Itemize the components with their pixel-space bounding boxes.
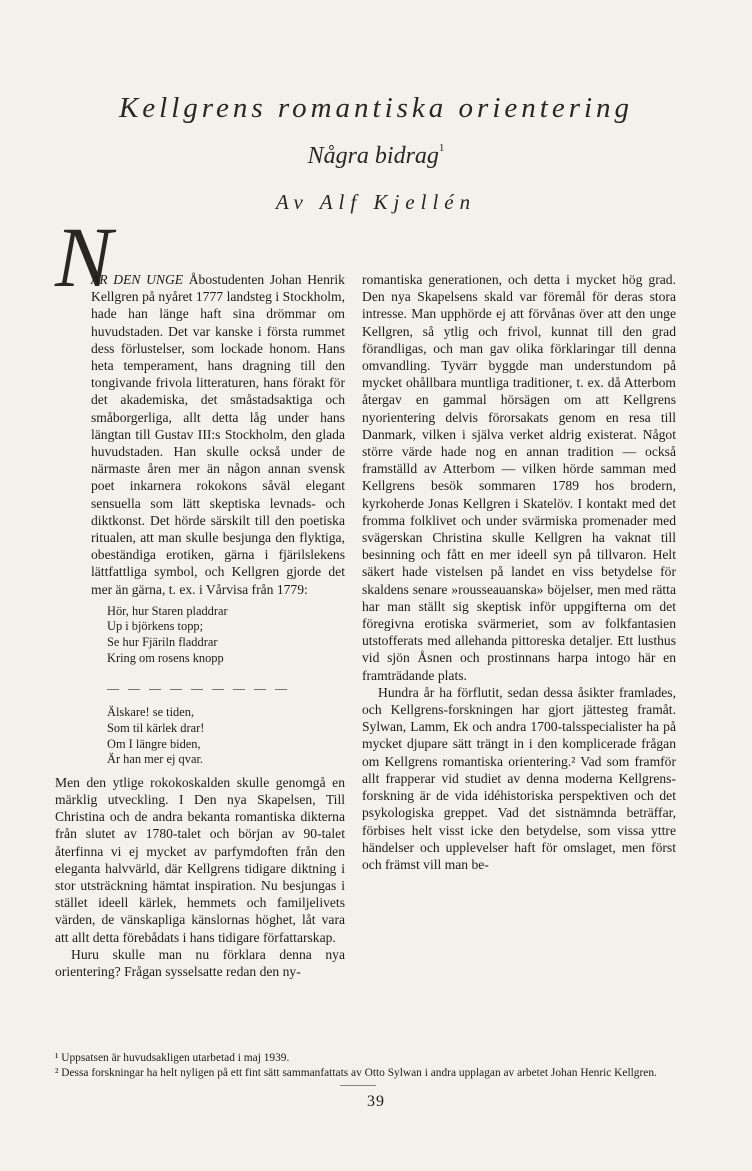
body-paragraph: Hundra år ha förflutit, sedan dessa åsikter framlades, och Kellgrens-forskningen har gjort jättesteg framåt. Sylwan, Lamm, Ek och andra 1700-talsspecialister ha på mycket djupare sätt trängt in i den komplicerade frågan om Kellgrens romantiska orientering.² Vad som framför allt frapperar vid studiet av denna moderna Kellgrens-forskning är de vida idéhistoriska perspektiven och det psykologiska greppet. Vad det sistnämnda beträffar, förbises helt visst icke den betydelse, som vissa yttre händelser och upplevelser haft för omslaget, men först och främst vill man be-: [362, 684, 676, 872]
poem-stanza-1: [107, 604, 345, 666]
poem-line: Om I längre biden,: [107, 736, 201, 751]
poem-line: Som til kärlek drar!: [107, 721, 205, 736]
page-number: 39: [367, 1093, 385, 1110]
subtitle-text: Några bidrag: [307, 143, 439, 169]
poem-ellipsis-dashes: — — — — — — — — —: [107, 681, 290, 696]
article-title: Kellgrens romantiska orientering: [118, 92, 634, 124]
intro-text: Åbostudenten Johan Henrik Kellgren på nyåret 1777 landsteg i Stockholm, hade han länge haft sina drömmar om huvudstaden. Det var kanske i första rummet dess förlustelser, som lockade honom. Hans heta temperament, hans dragning till den tongivande frivola litteraturen, hans förakt för det akademiska, det småstadsaktiga och småborgerliga, allt detta låg under hans längtan till Gustav III:s Stockholm, den glada huvudstaden. Han skulle också under de närmaste åren mer än någon annan svensk poet inkarnera rokokons såväl elegant sensuella som lätt skeptiska levnads- och diktkonst. Det hörde särskilt till den poetiska ritualen, att man skulle besjunga den flyktiga, obeständiga erotiken, gärna i fjärilslekens lättfattliga symbol, och Kellgren gjorde det mer än gärna, t. ex. i Vårvisa från 1779:: [91, 272, 345, 597]
footnote-1: ¹ Uppsatsen är huvudsakligen utarbetad i maj 1939.: [55, 1052, 290, 1064]
right-column: [362, 271, 676, 873]
page-number-rule: [340, 1085, 376, 1086]
intro-paragraph: [55, 271, 345, 598]
poem-line: Se hur Fjäriln fladdrar: [107, 635, 218, 650]
footnotes: [55, 1051, 677, 1082]
left-column: [55, 271, 345, 980]
body-paragraph: Huru skulle man nu förklara denna nya orientering? Frågan sysselsatte redan den ny-: [55, 946, 345, 980]
poem-line: Up i björkens topp;: [107, 619, 204, 634]
intro-caps: ÄR DEN UNGE: [91, 272, 184, 287]
body-paragraph: romantiska generationen, och detta i mycket hög grad. Den nya Skapelsens skald var föremål för deras stora intresse. Man upphörde ej att förvånas över att den unge Kellgren, så ytlig och frivol, kunnat till den grad förandligas, och man gav olika förklaringar till denna omvandling. Tyvärr byggde man understundom på mycket ohållbara muntliga traditioner, t. ex. då Atterbom återgav en gammal hörsägen om att Kellgrens nyorientering delvis förorsakats genom en resa till Danmark, vilken i själva verket aldrig existerat. Något större värde hade nog en annan tradition — också framställd av Atterbom — vilken hörde samman med Kellgrens besök sommaren 1789 hos brodern, kyrkoherde Jonas Kellgren i Skatelöv. I kontakt med det fromma folklivet och under svärmiska promenader med svägerskan Christina skulle Kellgren ha vaknat till besinning och fått en mer ideell syn på tillvaron. Helt säkert hade vistelsen på landet en viss betydelse för skaldens senare »rousseauanska» böjelser, men med rätta har man ställt sig skeptisk inför uppgifterna om det föregivna erotiska svärmeriet, som av folkfantasien utstofferats med allehanda pittoreska detaljer. Ett lusthus vid sjön Åsnen och prostinnans harpa intogo här en framträdande plats.: [362, 272, 676, 683]
subtitle-footnote-marker: 1: [438, 142, 445, 154]
footnote-2: ² Dessa forskningar ha helt nyligen på ett fint sätt sammanfattats av Otto Sylwan i andra upplagan av arbetet Johan Henric Kellgren.: [55, 1067, 657, 1080]
drop-cap: N: [55, 209, 113, 305]
body-paragraph: Men den ytlige rokokoskalden skulle genomgå en märklig utveckling. I Den nya Skapelsen, Till Christina och de andra bekanta romantiska dikterna från slutet av 1780-talet och början av 90-talet återfinna vi ej mycket av parfymdoften från den eleganta halvvärld, där Kellgrens tidigare diktning i stor utsträckning hämtat inspiration. Nu besjungas i stället ideell kärlek, hemmets och familjelivets värden, de vänskapliga känslornas höghet, låt vara att allt detta förebådats i hans tidigare författarskap.: [55, 774, 345, 945]
poem-stanza-2: [107, 705, 345, 767]
poem-line: Kring om rosens knopp: [107, 650, 224, 665]
poem-line: Älskare! se tiden,: [107, 705, 195, 720]
poem-line: Hör, hur Staren pladdrar: [107, 603, 228, 618]
article-author: Av Alf Kjellén: [275, 190, 477, 214]
article-subtitle: [0, 142, 752, 170]
poem-line: Är han mer ej qvar.: [107, 752, 203, 767]
